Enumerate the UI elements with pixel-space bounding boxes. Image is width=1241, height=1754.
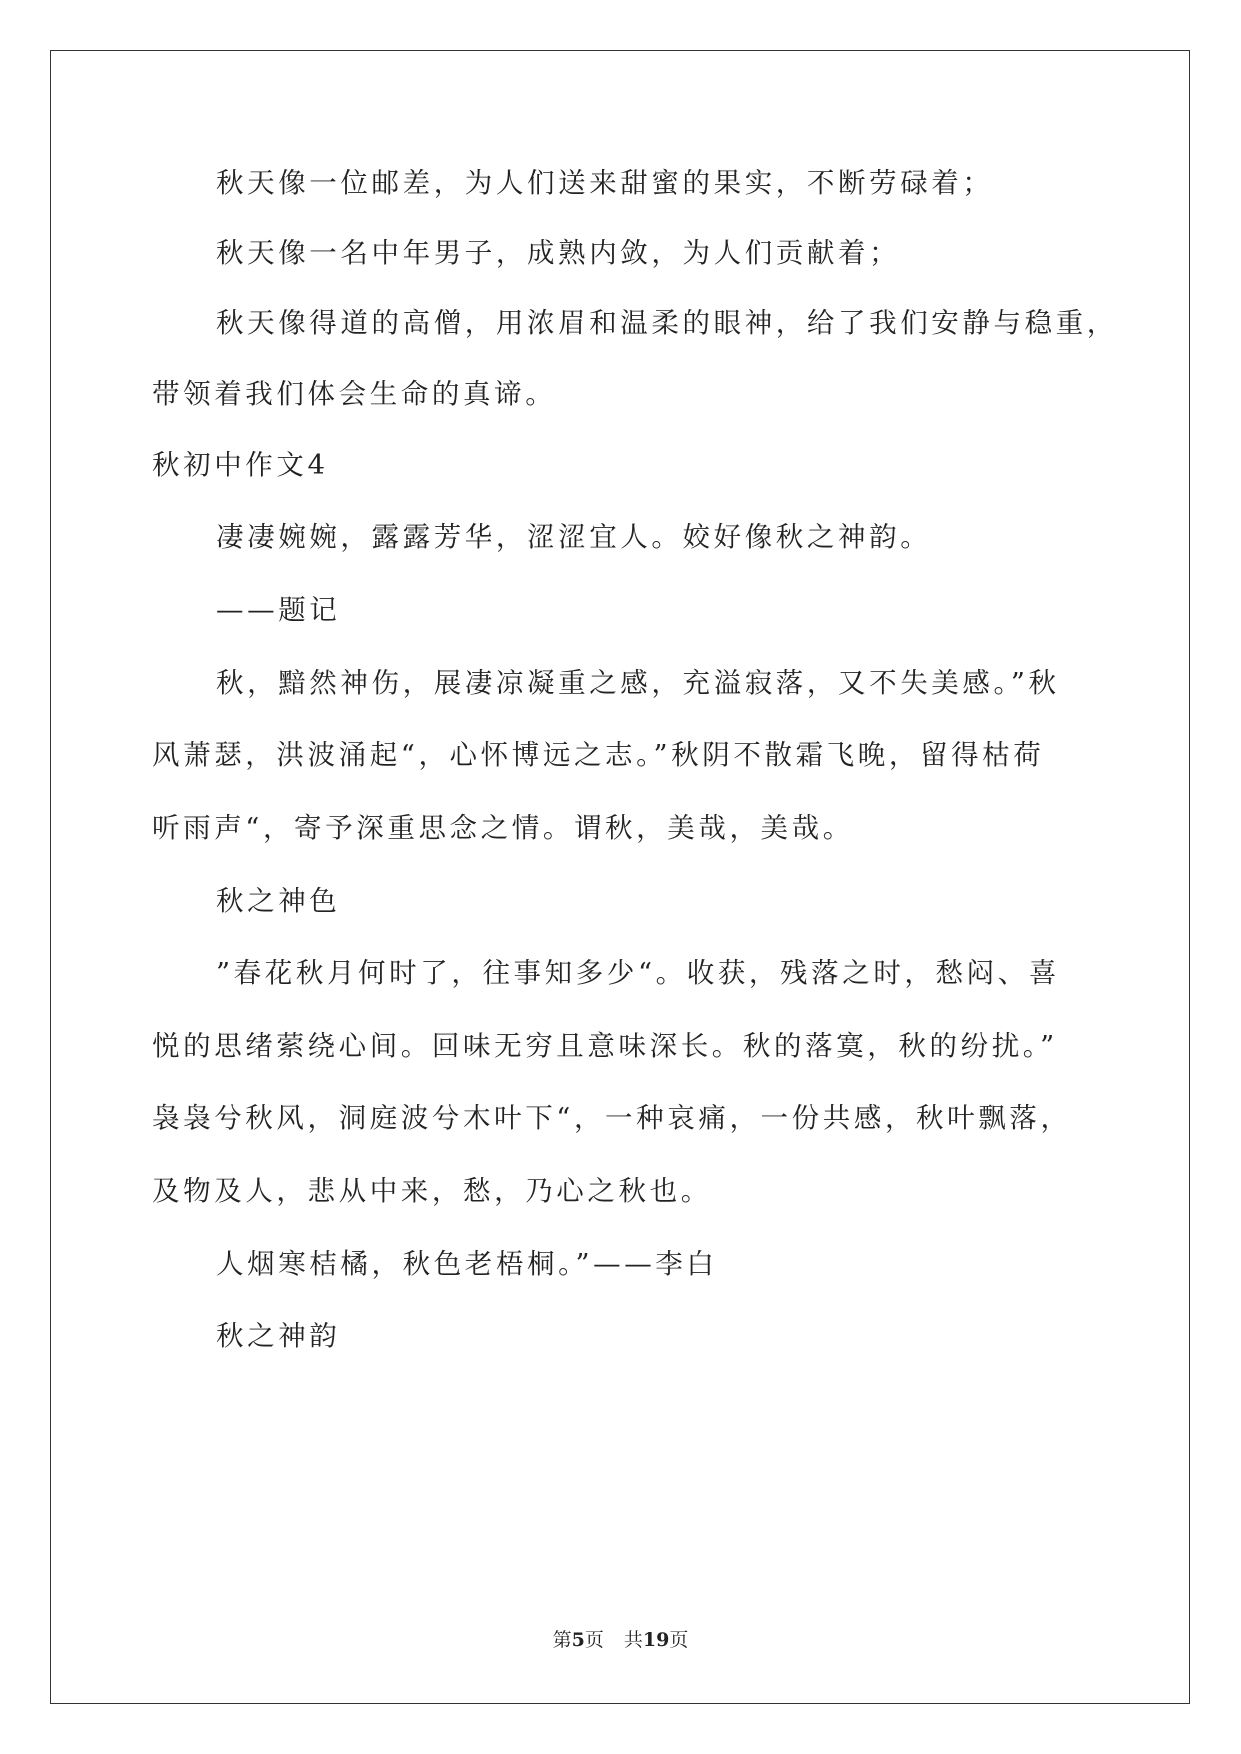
paragraph-line: 凄凄婉婉，露露芳华，涩涩宜人。姣好像秋之神韵。 bbox=[216, 521, 932, 553]
page-current: 5 bbox=[571, 1629, 585, 1651]
paragraph-line: 秋天像一位邮差，为人们送来甜蜜的果实，不断劳碌着； bbox=[216, 167, 994, 199]
paragraph-line: 秋天像一名中年男子，成熟内敛，为人们贡献着； bbox=[216, 237, 901, 269]
paragraph-line: ”春花秋月何时了，往事知多少“。收获，残落之时，愁闷、喜 bbox=[216, 957, 1060, 989]
paragraph-line: 人烟寒桔橘，秋色老梧桐。”——李白 bbox=[216, 1248, 718, 1280]
total-suffix: 页 bbox=[669, 1629, 689, 1651]
subheading-line: 秋之神韵 bbox=[216, 1320, 341, 1352]
paragraph-line: 秋，黯然神伤，展凄凉凝重之感，充溢寂落，又不失美感。”秋 bbox=[216, 667, 1060, 699]
paragraph-line: 袅袅兮秋风，洞庭波兮木叶下“，一种哀痛，一份共感，秋叶飘落， bbox=[152, 1102, 1072, 1134]
subheading-line: 秋之神色 bbox=[216, 885, 341, 917]
total-prefix: 共 bbox=[623, 1629, 643, 1651]
page-suffix: 页 bbox=[584, 1629, 604, 1651]
paragraph-line: 及物及人，悲从中来，愁，乃心之秋也。 bbox=[152, 1175, 712, 1207]
page-total: 19 bbox=[642, 1629, 670, 1651]
paragraph-line: 风萧瑟，洪波涌起“，心怀博远之志。”秋阴不散霜飞晚，留得枯荷 bbox=[152, 739, 1045, 771]
paragraph-line: 听雨声“，寄予深重思念之情。谓秋，美哉，美哉。 bbox=[152, 812, 854, 844]
paragraph-line: 带领着我们体会生命的真谛。 bbox=[152, 378, 557, 410]
paragraph-line: 秋天像得道的高僧，用浓眉和温柔的眼神，给了我们安静与稳重， bbox=[216, 307, 1118, 339]
paragraph-line: 悦的思绪萦绕心间。回味无穷且意味深长。秋的落寞，秋的纷扰。” bbox=[152, 1030, 1058, 1062]
page-prefix: 第 bbox=[552, 1629, 572, 1651]
inscription-line: ——题记 bbox=[216, 594, 341, 626]
page-border bbox=[50, 50, 1190, 1704]
page-footer bbox=[0, 1628, 1241, 1652]
section-heading: 秋初中作文4 bbox=[152, 449, 329, 481]
